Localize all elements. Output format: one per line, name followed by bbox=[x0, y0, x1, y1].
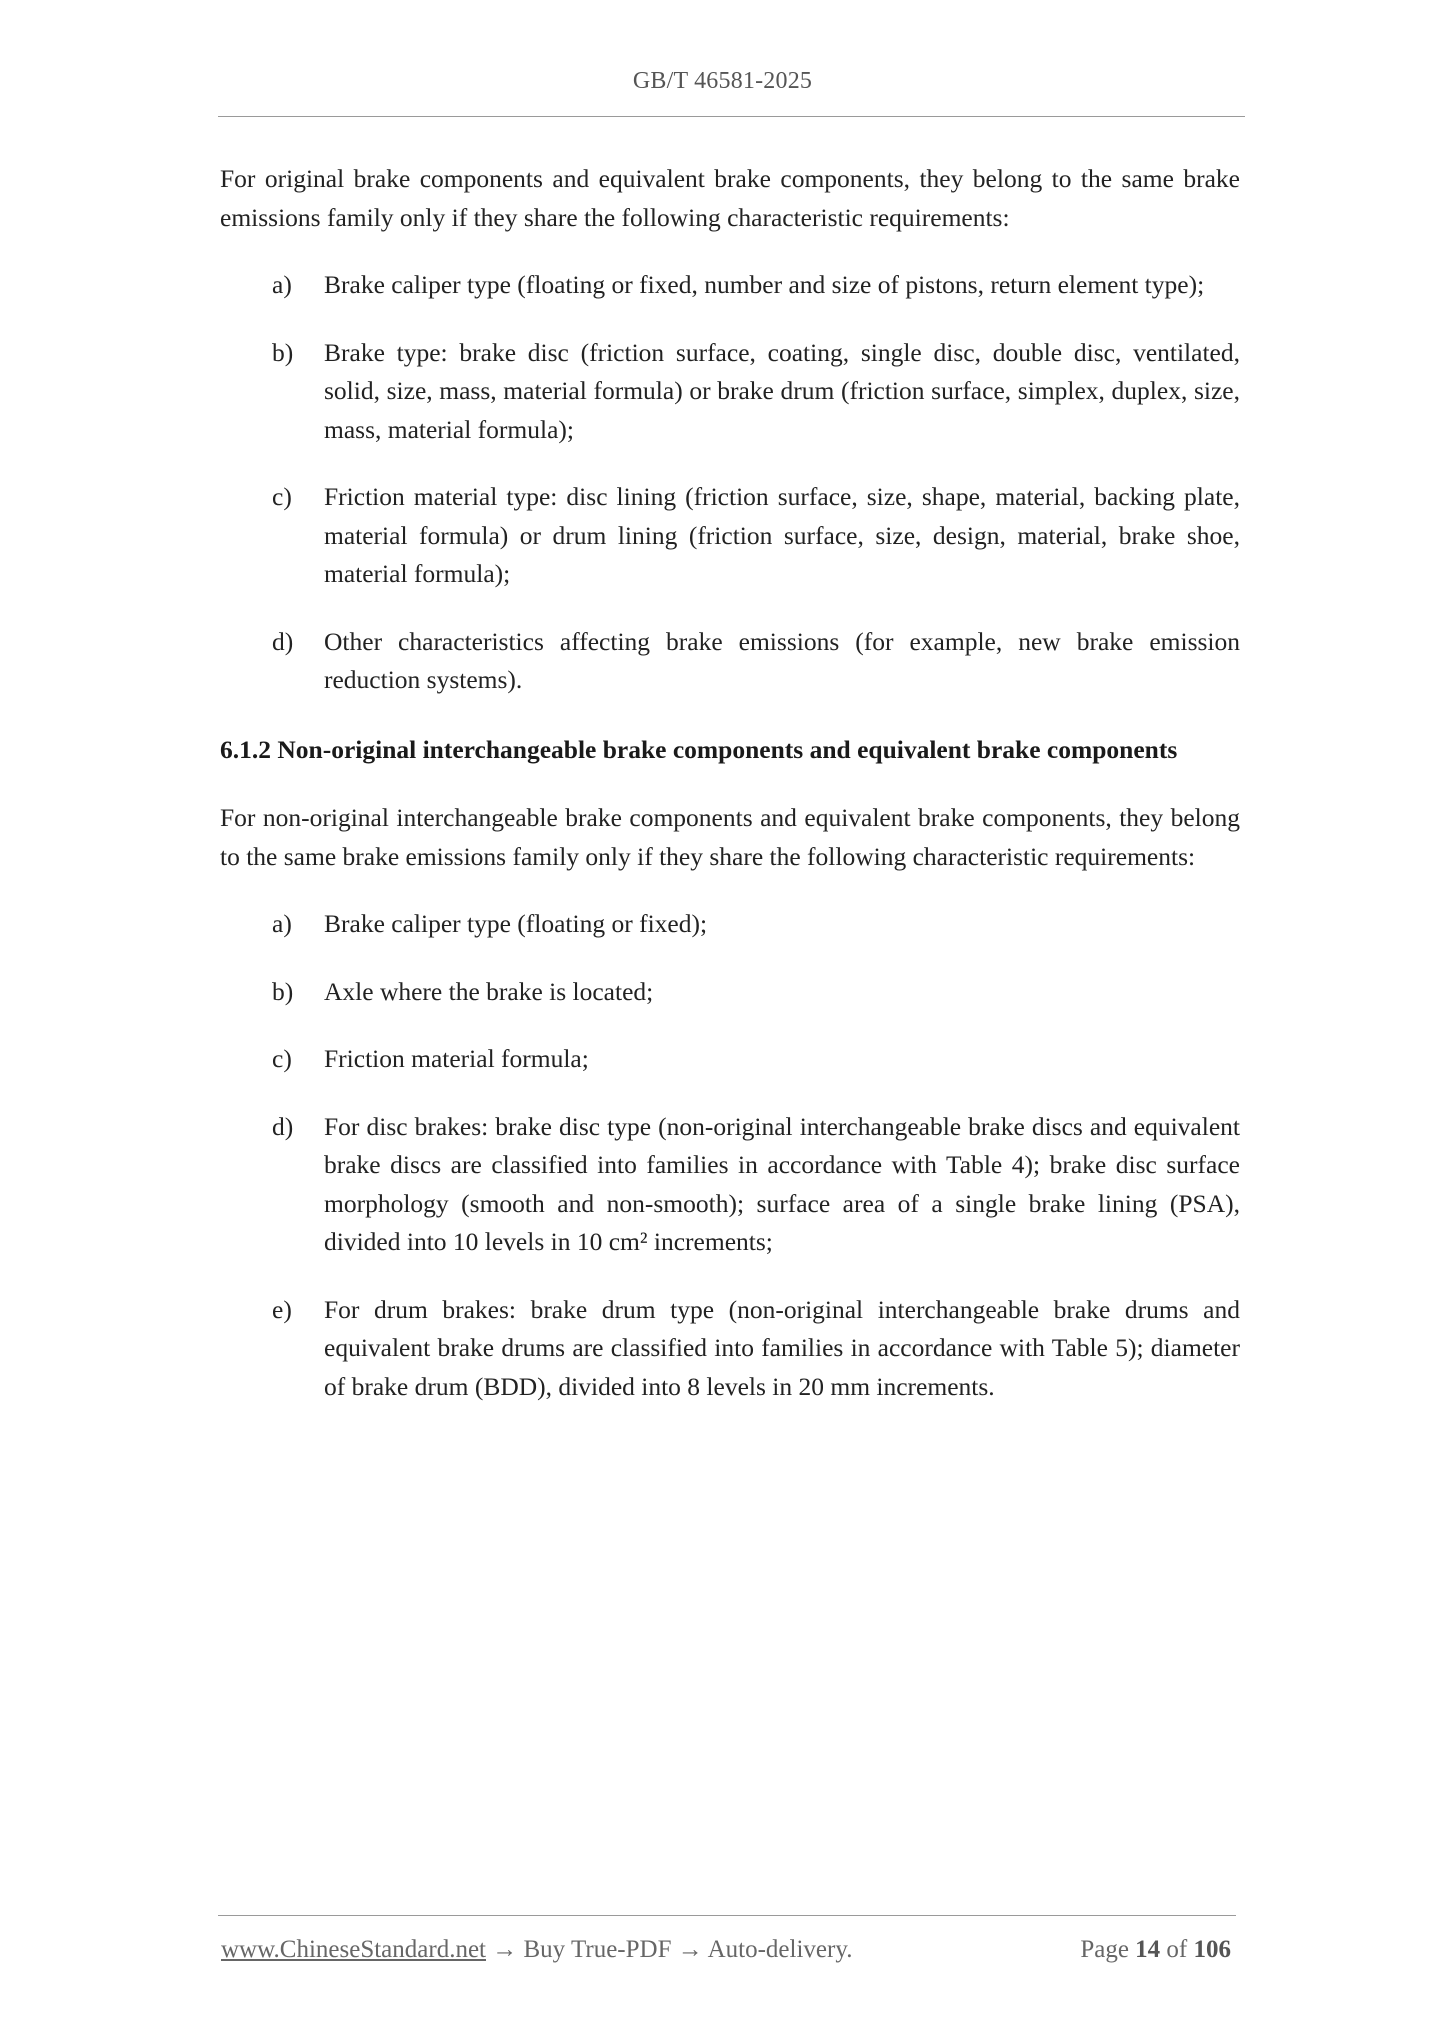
page-content bbox=[220, 160, 1240, 1437]
list-marker: c) bbox=[272, 482, 292, 511]
footer-promo-text: → Buy True-PDF → Auto-delivery. bbox=[486, 1936, 853, 1963]
list-item-text: Brake caliper type (floating or fixed); bbox=[324, 909, 708, 938]
original-components-list bbox=[220, 266, 1240, 700]
list-marker: b) bbox=[272, 337, 294, 367]
section-heading: 6.1.2 Non-original interchangeable brake components and equivalent brake components bbox=[220, 734, 1178, 764]
page-label: Page bbox=[1080, 1936, 1129, 1963]
list-item-text: For drum brakes: brake drum type (non-original interchangeable brake drums and equivalent brake drums are classified into families in accordance with Table 5); diameter of brake drum (BDD), divided into 8 levels in 20 mm increments. bbox=[324, 1294, 1240, 1401]
list-item-text: Other characteristics affecting brake emissions (for example, new brake emission reduction systems). bbox=[324, 626, 1240, 694]
list-item-text: For disc brakes: brake disc type (non-original interchangeable brake discs and equivalent brake discs are classified into families in accordance with Table 4); brake disc surface morphology (smooth and non-smooth); surface area of a single brake lining (PSA), divided into 10 levels in 10 cm² increments; bbox=[324, 1111, 1240, 1256]
intro-paragraph: For original brake components and equivalent brake components, they belong to the same brake emissions family only if they share the following characteristic requirements: bbox=[220, 164, 1240, 232]
list-item-text: Friction material formula; bbox=[324, 1044, 589, 1073]
list-item bbox=[220, 1291, 1240, 1407]
list-item bbox=[220, 266, 1240, 305]
footer-promo bbox=[221, 1936, 852, 1964]
list-marker: a) bbox=[272, 270, 292, 299]
document-code-header: GB/T 46581-2025 bbox=[632, 68, 813, 94]
list-item bbox=[220, 1040, 1240, 1079]
list-marker: e) bbox=[272, 1294, 292, 1324]
total-pages-number: 106 bbox=[1193, 1936, 1231, 1963]
list-marker: d) bbox=[272, 626, 294, 656]
list-marker: d) bbox=[272, 1111, 294, 1141]
list-item-text: Brake caliper type (floating or fixed, number and size of pistons, return element type); bbox=[324, 270, 1205, 299]
footer-divider bbox=[218, 1915, 1236, 1916]
list-item bbox=[220, 905, 1240, 944]
list-marker: b) bbox=[272, 976, 294, 1006]
list-marker: a) bbox=[272, 909, 292, 938]
list-item-text: Brake type: brake disc (friction surface, coating, single disc, double disc, ventilated, solid, size, mass, material formula) or brake drum (friction surface, simplex, duplex, size, mass, material formula); bbox=[324, 337, 1240, 444]
page-number-indicator bbox=[1080, 1936, 1231, 1964]
header-divider bbox=[218, 116, 1245, 117]
list-item bbox=[220, 1108, 1240, 1262]
of-label: of bbox=[1166, 1936, 1188, 1963]
website-link[interactable]: www.ChineseStandard.net bbox=[221, 1936, 486, 1963]
current-page-number: 14 bbox=[1135, 1936, 1161, 1963]
list-marker: c) bbox=[272, 1044, 292, 1073]
list-item-text: Friction material type: disc lining (friction surface, size, shape, material, backing plate, material formula) or drum lining (friction surface, size, design, material, brake shoe, material formula); bbox=[324, 482, 1240, 588]
list-item bbox=[220, 478, 1240, 594]
list-item bbox=[220, 334, 1240, 450]
section-intro-paragraph: For non-original interchangeable brake components and equivalent brake components, they belong to the same brake emissions family only if they share the following characteristic requirements: bbox=[220, 803, 1240, 871]
list-item bbox=[220, 973, 1240, 1012]
list-item bbox=[220, 623, 1240, 700]
non-original-components-list bbox=[220, 905, 1240, 1406]
list-item-text: Axle where the brake is located; bbox=[324, 976, 654, 1006]
